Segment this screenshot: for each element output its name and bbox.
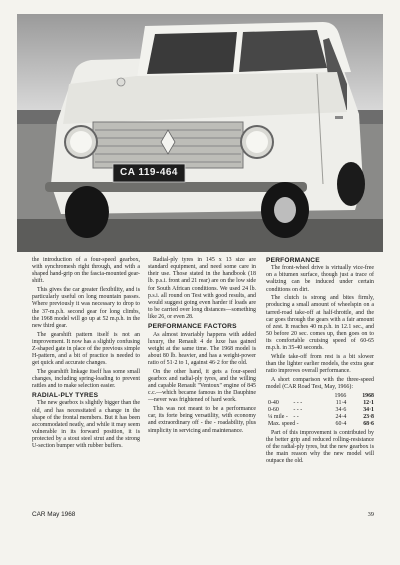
paragraph: the introduction of a four-speed gearbox, with synchromesh right through, and with a shaped hand-grip on the fascia-mounted gear-shift. <box>32 257 140 285</box>
renault-4-illustration <box>17 14 383 252</box>
table-row: Max. speed - 60·4 68·6 <box>268 420 374 427</box>
section-heading-performance: PERFORMANCE <box>266 257 320 264</box>
section-heading-radial-ply: RADIAL-PLY TYRES <box>32 392 99 400</box>
paragraph: The clutch is strong and bites firmly, producing a small amount of wheelspin on a tarred-road take-off at half-throttle, and the car goes through the gears with a fair amount of zest. It reaches 40 m.p.h. in 12.1 sec., and 50 before 20 sec. comes up, then goes on to its comfortable cruising speed of 60-65 m.p.h. in 35-40 seconds. <box>266 295 374 352</box>
table-header-row <box>268 393 374 400</box>
header-1966: 1966 <box>334 392 347 399</box>
paragraph: A short comparison with the three-speed model (CAR Road Test, May, 1966): <box>266 377 374 391</box>
section-heading-performance-factors: PERFORMANCE FACTORS <box>148 323 237 331</box>
magazine-issue: CAR May 1968 <box>32 511 76 518</box>
license-plate: CA 119-464 <box>120 167 178 178</box>
paragraph: The front-wheel drive is virtually vice-free on a bitumen surface, though just a trace of waltzing can be induced under certain conditions on dirt. <box>266 265 374 293</box>
paragraph: Part of this improvement is contributed by the better grip and reduced rolling-resistance of the radial-ply tyres, but the new gearbox is the main reason why the new model will outpace the old. <box>266 429 374 465</box>
table-row: 0-60 - - - 34·6 34·1 <box>268 406 374 413</box>
paragraph: The gearshift pattern itself is not an improvement. It now has a slightly confusing Z-shaped gate in place of the previous simple H-pattern, and a bit of practice is needed to get quick and accurate changes. <box>32 331 140 367</box>
paragraph: This was not meant to be a performance car, its forte being versatility, with economy and extraordinary off - the - roadability, plus simplicity in servicing and maintenance. <box>148 406 256 434</box>
performance-comparison-table <box>268 393 374 428</box>
paragraph: On the other hand, it gets a four-speed gearbox and radial-ply tyres, and the willing and capable Renault "Ventoux" engine of 845 c.c.—which became famous in the Dauphine—never was frightened of hard work. <box>148 368 256 404</box>
column-1 <box>32 257 140 452</box>
paragraph: The gearshift linkage itself has some small changes, including spring-loading to prevent rattles and to make selection easier. <box>32 368 140 390</box>
paragraph: This gives the car greater flexibility, and is particularly useful on long mountain passes. Where previously it was necessary to drop to the 37-m.p.h. second gear for long climbs, the 1968 model will go up at 52 m.p.h. in the new third gear. <box>32 287 140 329</box>
column-3 <box>266 257 374 467</box>
paragraph: The new gearbox is slightly bigger than the old, and has necessitated a change in the shape of the frontal members. But it has been accommodated neatly, and while it may seem vulnerable in its forward position, it is protected by a stout steel strut and the strong U-section bumper with rubber buffers. <box>32 400 140 450</box>
header-1968: 1968 <box>362 392 374 399</box>
paragraph: As almost invariably happens with added luxury, the Renault 4 de luxe has gained weight at the same time. The 1968 model is about 80 lb. heavier, and has a weight-power ratio of 51·2 to 1, against 46·2 for the old. <box>148 331 256 367</box>
paragraph: While take-off from rest is a bit slower than the lighter earlier models, the extra gear ratio improves overall performance. <box>266 354 374 375</box>
table-row: ¼ mile - - - 24·4 23·8 <box>268 413 374 420</box>
page-number: 39 <box>367 511 374 518</box>
table-row: 0-40 - - - 11·4 12·1 <box>268 399 374 406</box>
car-photo <box>17 14 383 252</box>
column-2 <box>148 257 256 436</box>
paragraph: Radial-ply tyres in 145 x 13 size are standard equipment, and need some care in their use. Those stated in the handbook (18 lb. p.s.i. front and 21 rear) are on the low side for South African conditions. We used 24 lb. p.s.i. all round on Test with good results, and would suggest going even harder if loads are to be carried over long distances—something like 26, or even 28. <box>148 257 256 321</box>
